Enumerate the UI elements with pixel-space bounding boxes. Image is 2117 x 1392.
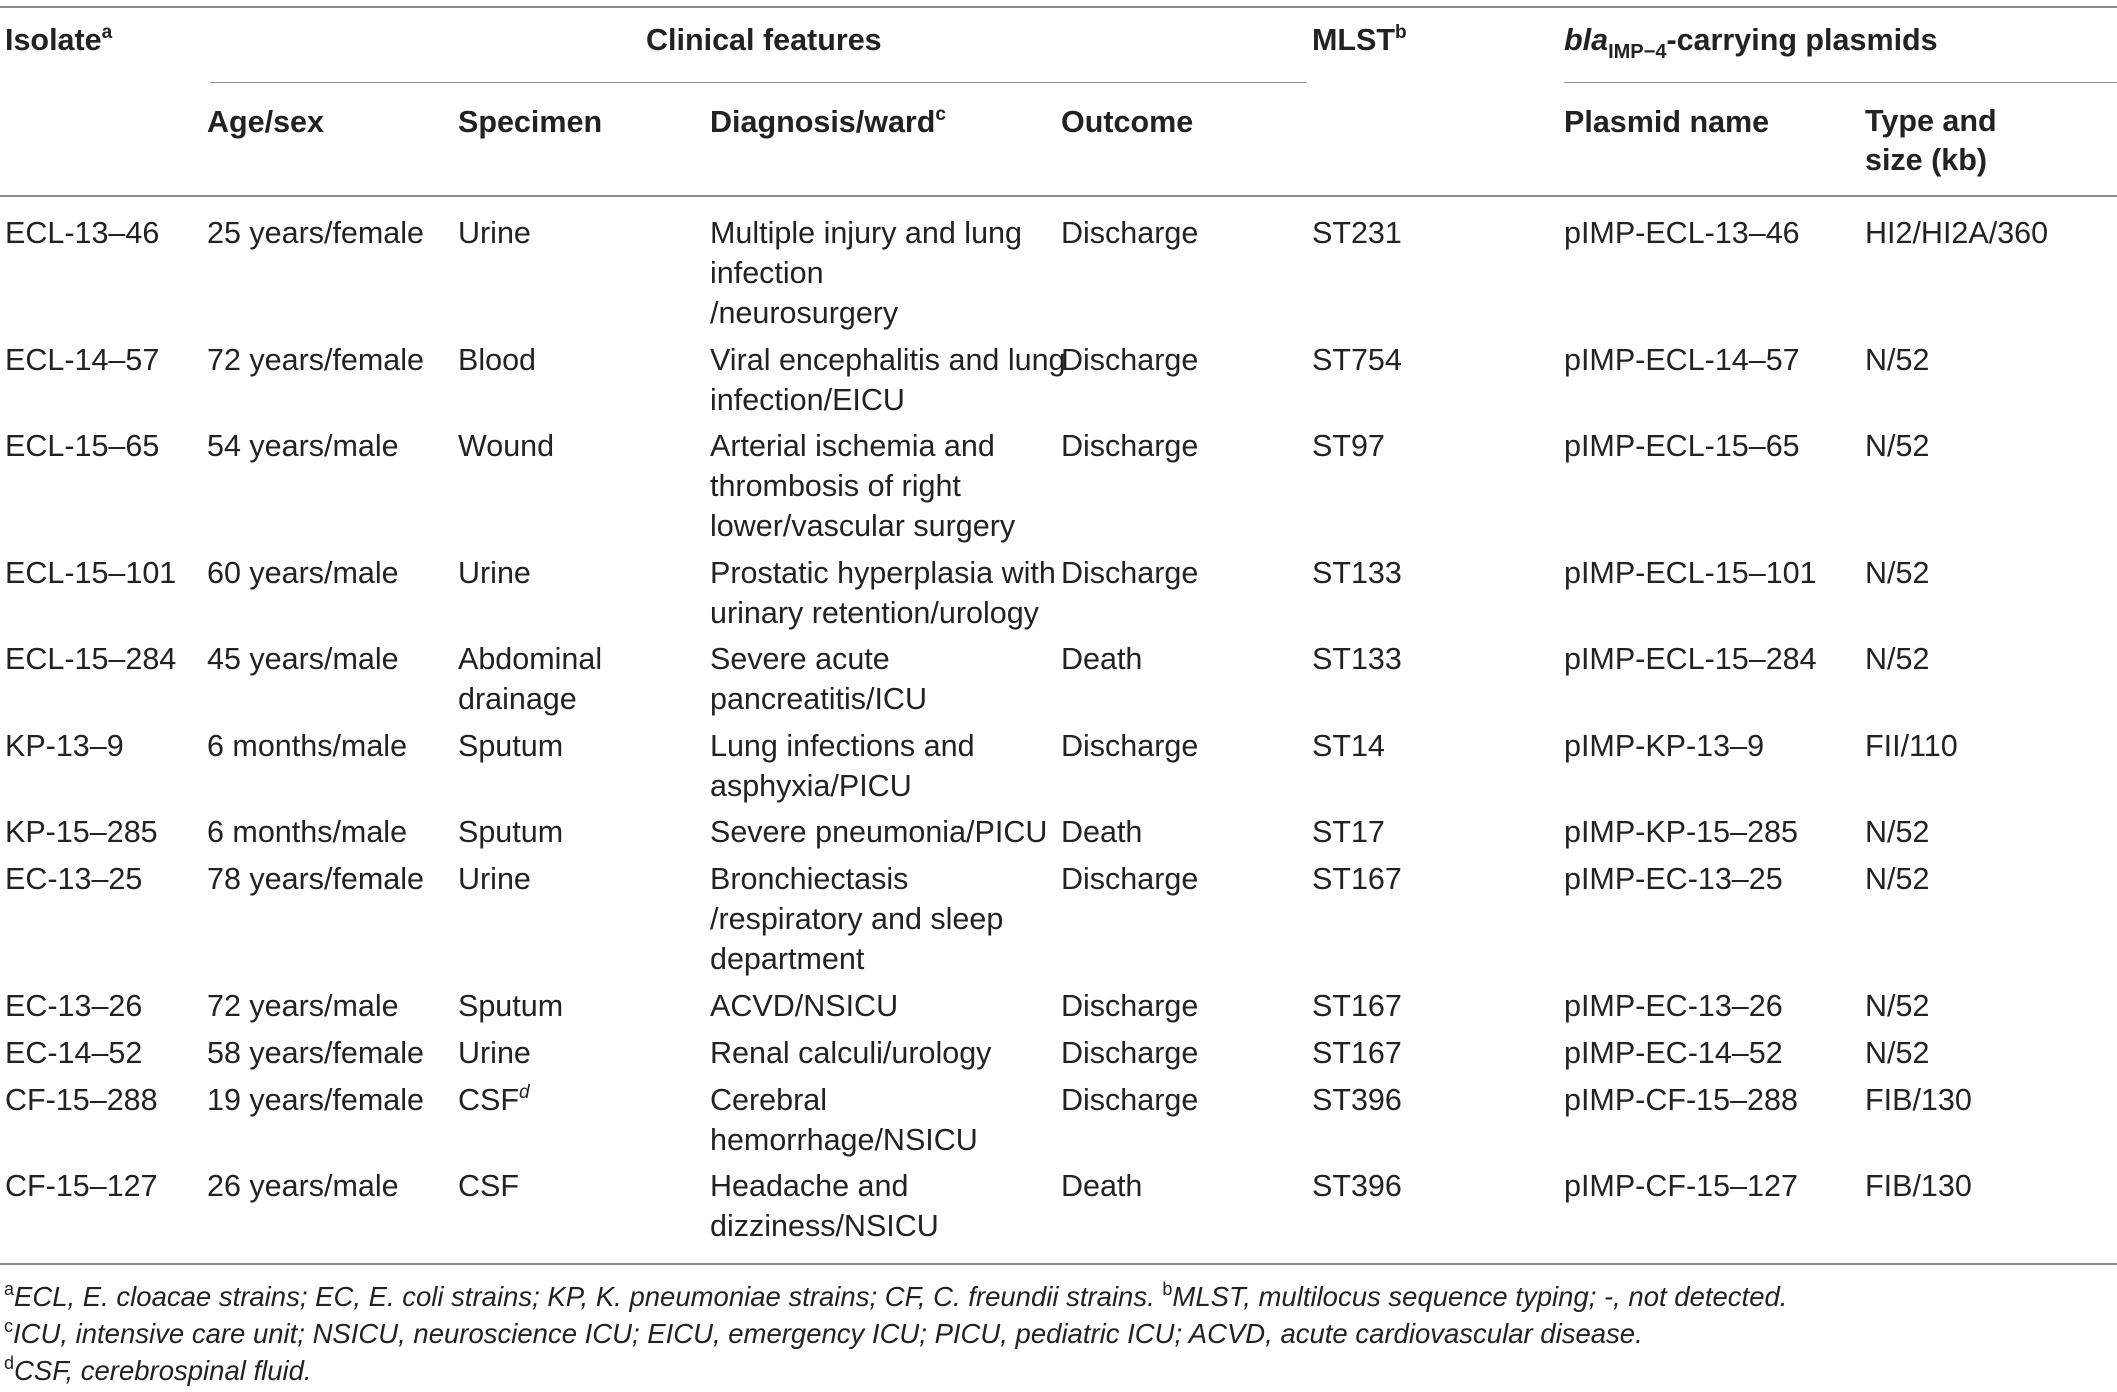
cell-type-size: N/52 <box>1865 815 1930 849</box>
cell-type-size: N/52 <box>1865 1036 1930 1070</box>
footnote-c: $^c$ICU, intensive care unit; NSICU, neuroscience ICU; EICU, emergency ICU; PICU, pediatric ICU; ACVD, acute cardiovascular disease. <box>4 1316 1643 1349</box>
cell-diagnosis-ward: Renal calculi/urology <box>710 1036 992 1070</box>
footnote-d: $^d$CSF, cerebrospinal fluid. <box>4 1353 312 1386</box>
cell-type-size: FIB/130 <box>1865 1083 1972 1117</box>
cell-specimen: CSF$^d$ <box>458 1082 530 1117</box>
cell-outcome: Discharge <box>1061 862 1199 896</box>
cell-isolate: KP-13–9 <box>5 729 124 763</box>
cell-mlst: ST17 <box>1312 815 1385 849</box>
footnote-a-b: $^a$ECL, E. cloacae strains; EC, E. coli strains; KP, K. pneumoniae strains; CF, C. freundii strains. $^b$MLST, multilocus sequence typing; -, not detected. <box>4 1279 1788 1312</box>
cell-type-size: N/52 <box>1865 343 1930 377</box>
cell-age-sex: 60 years/male <box>207 556 399 590</box>
cell-mlst: ST167 <box>1312 1036 1402 1070</box>
cell-mlst: ST14 <box>1312 729 1385 763</box>
header-bottom-rule <box>0 195 2117 197</box>
cell-specimen: Urine <box>458 556 531 590</box>
cell-mlst: ST167 <box>1312 862 1402 896</box>
header-specimen: Specimen <box>458 105 603 139</box>
cell-age-sex: 54 years/male <box>207 429 399 463</box>
cell-plasmid-name: pIMP-ECL-15–284 <box>1564 642 1817 676</box>
cell-mlst: ST231 <box>1312 216 1402 250</box>
cell-specimen: Abdominal drainage <box>458 642 603 716</box>
cell-outcome: Discharge <box>1061 556 1199 590</box>
cell-type-size: FII/110 <box>1865 729 1958 763</box>
cell-type-size: HI2/HI2A/360 <box>1865 216 2049 250</box>
cell-type-size: N/52 <box>1865 989 1930 1023</box>
cell-specimen: Wound <box>458 429 555 463</box>
cell-specimen: Urine <box>458 1036 531 1070</box>
cell-outcome: Discharge <box>1061 343 1199 377</box>
cell-isolate: ECL-15–284 <box>5 642 177 676</box>
cell-specimen: CSF <box>458 1169 519 1203</box>
cell-diagnosis-ward: Prostatic hyperplasia with urinary retention/urology <box>710 556 1056 630</box>
cell-outcome: Death <box>1061 1169 1143 1203</box>
cell-type-size: N/52 <box>1865 556 1930 590</box>
cell-plasmid-name: pIMP-ECL-13–46 <box>1564 216 1800 250</box>
cell-isolate: CF-15–127 <box>5 1169 158 1203</box>
cell-outcome: Death <box>1061 642 1143 676</box>
cell-plasmid-name: pIMP-EC-13–26 <box>1564 989 1783 1023</box>
cell-plasmid-name: pIMP-ECL-15–65 <box>1564 429 1800 463</box>
cell-specimen: Blood <box>458 343 537 377</box>
cell-plasmid-name: pIMP-EC-13–25 <box>1564 862 1783 896</box>
cell-plasmid-name: pIMP-ECL-15–101 <box>1564 556 1817 590</box>
header-age-sex: Age/sex <box>207 105 324 139</box>
cell-age-sex: 45 years/male <box>207 642 399 676</box>
cell-outcome: Discharge <box>1061 1036 1199 1070</box>
cell-isolate: EC-13–26 <box>5 989 143 1023</box>
cell-outcome: Discharge <box>1061 1083 1199 1117</box>
cell-outcome: Discharge <box>1061 216 1199 250</box>
cell-isolate: ECL-14–57 <box>5 343 160 377</box>
header-mlst: MLST$^b$ <box>1312 22 1407 57</box>
cell-specimen: Urine <box>458 216 531 250</box>
cell-type-size: N/52 <box>1865 642 1930 676</box>
cell-mlst: ST167 <box>1312 989 1402 1023</box>
cell-plasmid-name: pIMP-ECL-14–57 <box>1564 343 1800 377</box>
header-type-size: Type and size (kb) <box>1865 104 1997 177</box>
cell-isolate: EC-13–25 <box>5 862 143 896</box>
cell-diagnosis-ward: Arterial ischemia and thrombosis of right lower/vascular surgery <box>710 429 1016 543</box>
cell-type-size: N/52 <box>1865 429 1930 463</box>
cell-mlst: ST97 <box>1312 429 1385 463</box>
cell-specimen: Urine <box>458 862 531 896</box>
cell-diagnosis-ward: Multiple injury and lung infection /neurosurgery <box>710 216 1022 330</box>
cell-isolate: CF-15–288 <box>5 1083 158 1117</box>
cell-mlst: ST396 <box>1312 1083 1402 1117</box>
cell-age-sex: 25 years/female <box>207 216 424 250</box>
cell-mlst: ST396 <box>1312 1169 1402 1203</box>
cell-age-sex: 6 months/male <box>207 815 408 849</box>
cell-plasmid-name: pIMP-CF-15–127 <box>1564 1169 1798 1203</box>
cell-diagnosis-ward: Headache and dizziness/NSICU <box>710 1169 939 1243</box>
header-diagnosis-ward: Diagnosis/ward$^c$ <box>710 104 946 139</box>
cell-isolate: ECL-13–46 <box>5 216 160 250</box>
cell-specimen: Sputum <box>458 989 564 1023</box>
cell-specimen: Sputum <box>458 729 564 763</box>
header-clinical-features: Clinical features <box>646 23 882 57</box>
header-plasmid-name: Plasmid name <box>1564 105 1770 139</box>
table-top-rule <box>0 6 2117 8</box>
cell-outcome: Death <box>1061 815 1143 849</box>
cell-isolate: ECL-15–65 <box>5 429 160 463</box>
cell-type-size: N/52 <box>1865 862 1930 896</box>
cell-plasmid-name: pIMP-KP-13–9 <box>1564 729 1765 763</box>
cell-outcome: Discharge <box>1061 429 1199 463</box>
cell-age-sex: 19 years/female <box>207 1083 424 1117</box>
cell-age-sex: 72 years/male <box>207 989 399 1023</box>
plasmids-underline <box>1564 82 2117 83</box>
cell-diagnosis-ward: Severe pneumonia/PICU <box>710 815 1048 849</box>
cell-specimen: Sputum <box>458 815 564 849</box>
cell-plasmid-name: pIMP-KP-15–285 <box>1564 815 1798 849</box>
cell-plasmid-name: pIMP-EC-14–52 <box>1564 1036 1783 1070</box>
cell-mlst: ST754 <box>1312 343 1402 377</box>
cell-outcome: Discharge <box>1061 729 1199 763</box>
cell-plasmid-name: pIMP-CF-15–288 <box>1564 1083 1798 1117</box>
table-bottom-rule <box>0 1263 2117 1265</box>
cell-age-sex: 72 years/female <box>207 343 424 377</box>
cell-diagnosis-ward: Lung infections and asphyxia/PICU <box>710 729 975 803</box>
header-outcome: Outcome <box>1061 105 1194 139</box>
cell-isolate: ECL-15–101 <box>5 556 177 590</box>
cell-diagnosis-ward: ACVD/NSICU <box>710 989 899 1023</box>
header-isolate: Isolate$^a$ <box>5 22 113 57</box>
header-plasmids: bla$_{IMP-4}$-carrying plasmids <box>1564 23 1938 63</box>
cell-mlst: ST133 <box>1312 556 1402 590</box>
cell-diagnosis-ward: Bronchiectasis /respiratory and sleep department <box>710 862 1004 976</box>
cell-outcome: Discharge <box>1061 989 1199 1023</box>
cell-diagnosis-ward: Viral encephalitis and lung infection/EICU <box>710 343 1066 417</box>
cell-isolate: EC-14–52 <box>5 1036 143 1070</box>
cell-isolate: KP-15–285 <box>5 815 158 849</box>
clinical-features-underline <box>210 82 1307 83</box>
cell-type-size: FIB/130 <box>1865 1169 1972 1203</box>
cell-age-sex: 26 years/male <box>207 1169 399 1203</box>
cell-age-sex: 78 years/female <box>207 862 424 896</box>
cell-diagnosis-ward: Cerebral hemorrhage/NSICU <box>710 1083 978 1157</box>
cell-age-sex: 58 years/female <box>207 1036 424 1070</box>
cell-age-sex: 6 months/male <box>207 729 408 763</box>
cell-diagnosis-ward: Severe acute pancreatitis/ICU <box>710 642 927 716</box>
cell-mlst: ST133 <box>1312 642 1402 676</box>
